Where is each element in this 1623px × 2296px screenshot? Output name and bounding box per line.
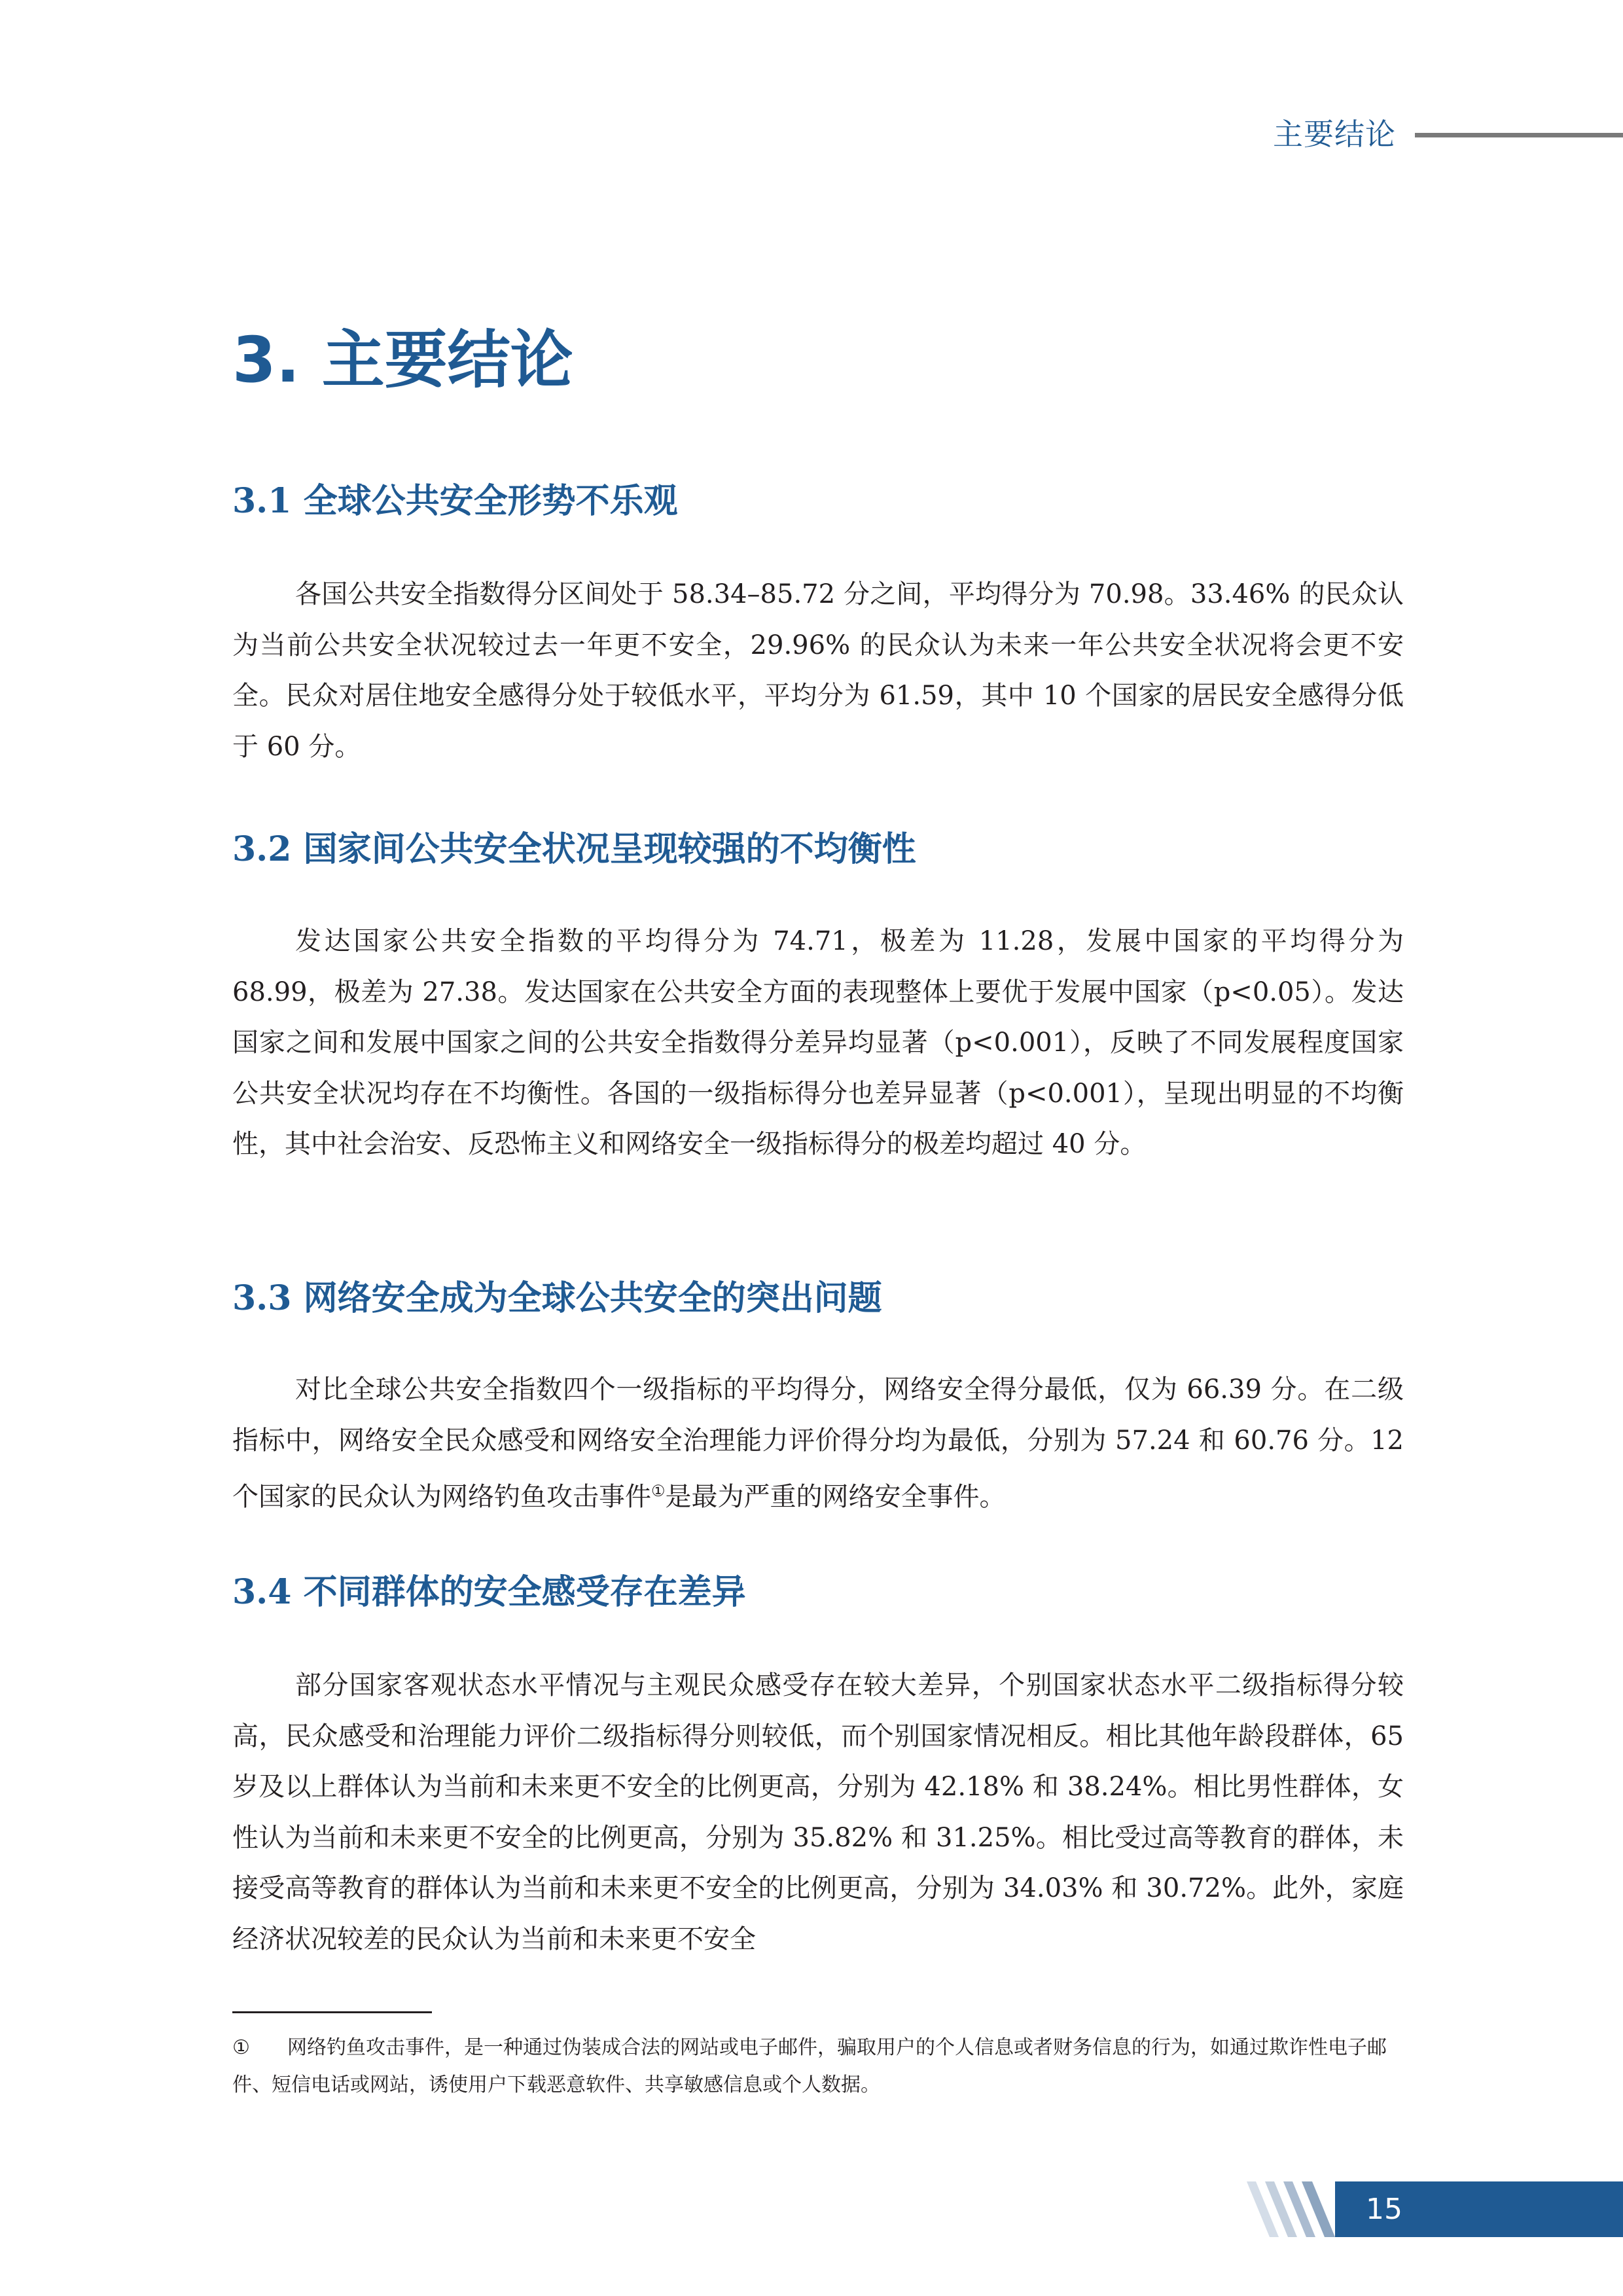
section-heading-3-1: 3.1 全球公共安全形势不乐观 — [232, 481, 678, 521]
page-number: 15 — [1366, 2193, 1402, 2226]
footnote-marker: ① — [232, 2036, 250, 2059]
paragraph-text: 对比全球公共安全指数四个一级指标的平均得分，网络安全得分最低，仅为 66.39 分。在二级指标中，网络安全民众感受和网络安全治理能力评价得分均为最低，分别为 57.24 和 60.76 分。12 个国家的民众认为网络钓鱼攻击事件 — [232, 1374, 1404, 1512]
footnote-text: 网络钓鱼攻击事件，是一种通过伪装成合法的网站或电子邮件，骗取用户的个人信息或者财务信息的行为，如通过欺诈性电子邮件、短信电话或网站，诱使用户下载恶意软件、共享敏感信息或个人数据。 — [232, 2036, 1387, 2096]
section-heading-3-4: 3.4 不同群体的安全感受存在差异 — [232, 1572, 746, 1612]
section-paragraph-3-4: 部分国家客观状态水平情况与主观民众感受存在较大差异，个别国家状态水平二级指标得分较高，民众感受和治理能力评价二级指标得分则较低，而个别国家情况相反。相比其他年龄段群体，65 岁及以上群体认为当前和未来更不安全的比例更高，分别为 42.18% 和 38.24%。相比男性群体，女性认为当前和未来更不安全的比例更高，分别为 35.82% 和 31.25%。相比受过高等教育的群体，未接受高等教育的群体认为当前和未来更不安全的比例更高，分别为 34.03% 和 30.72%。此外，家庭经济状况较差的民众认为当前和未来更不安全 — [232, 1670, 1404, 1954]
section-paragraph-3-3 — [232, 1365, 1404, 1523]
section-paragraph-3-2: 发达国家公共安全指数的平均得分为 74.71，极差为 11.28，发展中国家的平均得分为 68.99，极差为 27.38。发达国家在公共安全方面的表现整体上要优于发展中国家（p<0.05）。发达国家之间和发展中国家之间的公共安全指数得分差异均显著（p<0.001），反映了不同发展程度国家公共安全状况均存在不均衡性。各国的一级指标得分也差异显著（p<0.001），呈现出明显的不均衡性，其中社会治安、反恐怖主义和网络安全一级指标得分的极差均超过 40 分。 — [232, 926, 1404, 1159]
section-heading-3-3: 3.3 网络安全成为全球公共安全的突出问题 — [232, 1278, 882, 1318]
chapter-title: 3. 主要结论 — [232, 323, 573, 397]
paragraph-text: 是最为严重的网络安全事件。 — [665, 1482, 1006, 1512]
section-heading-3-2: 3.2 国家间公共安全状况呈现较强的不均衡性 — [232, 829, 916, 869]
section-paragraph-3-1: 各国公共安全指数得分区间处于 58.34–85.72 分之间，平均得分为 70.98。33.46% 的民众认为当前公共安全状况较过去一年更不安全，29.96% 的民众认为未来一年公共安全状况将会更不安全。民众对居住地安全感得分处于较低水平，平均分为 61.59，其中 10 个国家的居民安全感得分低于 60 分。 — [232, 579, 1404, 762]
footnote-divider — [232, 2011, 432, 2013]
footnote-reference[interactable]: ① — [651, 1482, 666, 1500]
header-rule — [1415, 133, 1623, 137]
running-header-title: 主要结论 — [1273, 117, 1396, 152]
footnote — [232, 2029, 1404, 2104]
page-number-stripes-decoration — [1247, 2181, 1338, 2237]
